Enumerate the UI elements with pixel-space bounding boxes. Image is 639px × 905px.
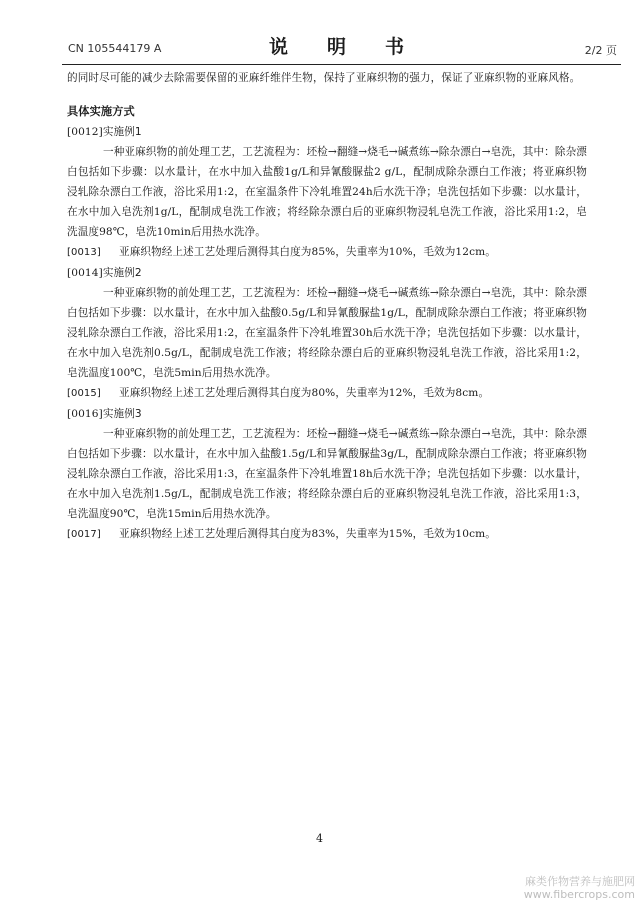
paragraph-0017 [67,524,587,545]
watermark-site-name: 麻类作物营养与施肥网 [525,875,635,888]
paragraph-number: [0014] [67,267,103,279]
paragraph-number: [0013] [67,247,101,258]
paragraph-0016-heading [67,404,587,424]
watermark [465,875,635,901]
paragraph-0015 [67,383,587,404]
paragraph-0012-heading [67,122,587,142]
watermark-url: www.fibercrops.com [523,888,635,901]
paragraph-number: [0012] [67,126,103,138]
section-heading: 具体实施方式 [67,105,135,118]
paragraph-0012-text: 一种亚麻织物的前处理工艺，工艺流程为：坯检→翻缝→烧毛→碱煮练→除杂漂白→皂洗，其中：除杂漂白包括如下步骤：以水量计，在水中加入盐酸1g/L和异氰酸脲盐2 g/L，配制成除杂漂白工作液；将亚麻织物浸轧除杂漂白工作液，浴比采用1:2，在室温条件下冷轧堆置24h后水洗干净；皂洗包括如下步骤：以水量计，在水中加入皂洗剂1g/L，配制成皂洗工作液；将经除杂漂白后的亚麻织物浸轧皂洗工作液，浴比采用1:2，皂洗温度98℃，皂洗10min后用热水洗净。 [67,146,587,238]
paragraph-0016-text: 一种亚麻织物的前处理工艺，工艺流程为：坯检→翻缝→烧毛→碱煮练→除杂漂白→皂洗，其中：除杂漂白包括如下步骤：以水量计，在水中加入盐酸1.5g/L和异氰酸脲盐3g/L，配制成除杂漂白工作液；将亚麻织物浸轧除杂漂白工作液，浴比采用1:3，在室温条件下冷轧堆置18h后水洗干净；皂洗包括如下步骤：以水量计，在水中加入皂洗剂1.5g/L，配制成皂洗工作液；将经除杂漂白后的亚麻织物浸轧皂洗工作液，浴比采用1:3，皂洗温度90℃，皂洗15min后用热水洗净。 [67,428,587,520]
document-title: 说 明 书 [268,36,414,58]
example-label: 实施例3 [102,408,142,420]
paragraph-0014-heading [67,263,587,283]
paragraph-0014-text: 一种亚麻织物的前处理工艺，工艺流程为：坯检→翻缝→烧毛→碱煮练→除杂漂白→皂洗，其中：除杂漂白包括如下步骤：以水量计，在水中加入盐酸0.5g/L和异氰酸脲盐1g/L，配制成除杂漂白工作液；将亚麻织物浸轧除杂漂白工作液，浴比采用1:2，在室温条件下冷轧堆置30h后水洗干净；皂洗包括如下步骤：以水量计，在水中加入皂洗剂0.5g/L，配制成皂洗工作液；将经除杂漂白后的亚麻织物浸轧皂洗工作液，浴比采用1:2，皂洗温度100℃，皂洗5min后用热水洗净。 [67,287,587,379]
page-number: 4 [316,832,323,845]
intro-paragraph: 的同时尽可能的减少去除需要保留的亚麻纤维伴生物，保持了亚麻织物的强力，保证了亚麻织物的亚麻风格。 [67,72,581,84]
example-label: 实施例1 [102,126,142,138]
example-label: 实施例2 [102,267,142,279]
document-body [67,68,587,545]
patent-number: CN 105544179 A [68,42,162,55]
page-header [62,30,621,65]
page-indicator: 2/2 页 [584,44,617,57]
paragraph-text: 亚麻织物经上述工艺处理后测得其白度为83%，失重率为15%，毛效为10cm。 [119,528,496,540]
paragraph-number: [0017] [67,529,101,540]
paragraph-0013 [67,242,587,263]
paragraph-number: [0015] [67,388,101,399]
paragraph-text: 亚麻织物经上述工艺处理后测得其白度为85%，失重率为10%，毛效为12cm。 [119,246,496,258]
paragraph-text: 亚麻织物经上述工艺处理后测得其白度为80%，失重率为12%，毛效为8cm。 [119,387,490,399]
paragraph-number: [0016] [67,408,103,420]
